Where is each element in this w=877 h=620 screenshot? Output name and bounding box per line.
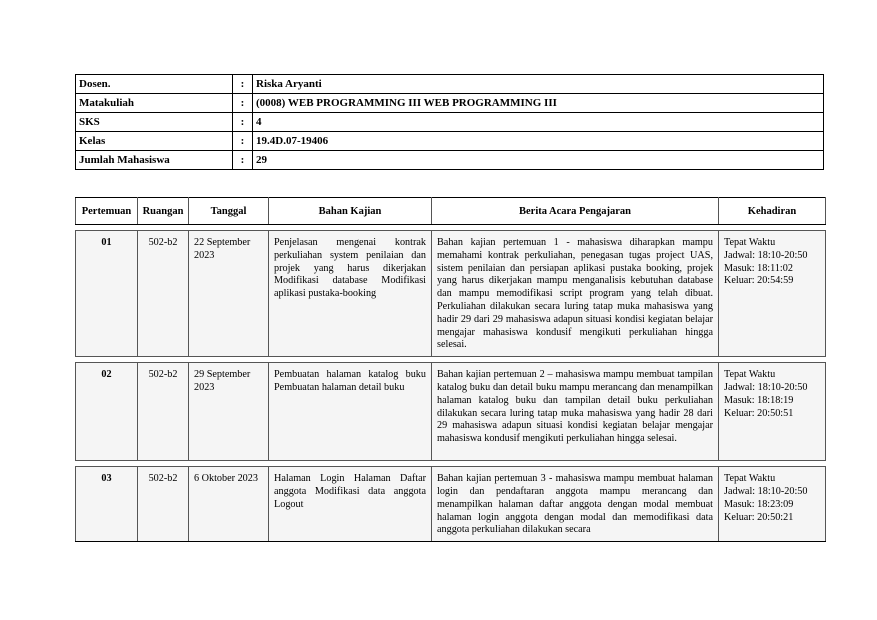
cell-pertemuan: 03 [76,467,138,542]
info-value: Riska Aryanti [253,75,824,94]
cell-tanggal: 29 September 2023 [189,363,269,461]
info-colon: : [233,132,253,151]
info-value: 4 [253,113,824,132]
header-bahan-kajian: Bahan Kajian [269,198,432,225]
course-info-table [75,74,824,170]
header-pertemuan: Pertemuan [76,198,138,225]
cell-tanggal: 22 September 2023 [189,231,269,357]
berita-acara-text: Bahan kajian pertemuan 3 - mahasiswa mampu membuat halaman login dan pendaftaran anggota mampu merancang dan menampilkan halaman daftar anggota dengan modal membuat halaman login anggota dengan modal dan memodifikasi data anggota perkuliahan dilakukan secara [437,473,713,536]
info-row-kelas [76,132,824,151]
kehadiran-keluar: Keluar: 20:50:51 [724,407,794,419]
cell-ruangan: 502-b2 [138,363,189,461]
kehadiran-jadwal: Jadwal: 18:10-20:50 [724,249,808,261]
info-value: 19.4D.07-19406 [253,132,824,151]
cell-pertemuan: 02 [76,363,138,461]
kehadiran-keluar: Keluar: 20:54:59 [724,275,794,287]
cell-kehadiran [719,231,826,357]
cell-ruangan: 502-b2 [138,467,189,542]
kehadiran-status: Tepat Waktu [724,369,776,381]
info-label: Matakuliah [76,94,233,113]
header-ruangan: Ruangan [138,198,189,225]
table-row [76,363,826,461]
kehadiran-masuk: Masuk: 18:18:19 [724,394,794,406]
header-tanggal: Tanggal [189,198,269,225]
info-colon: : [233,75,253,94]
cell-berita-acara: Bahan kajian pertemuan 1 - mahasiswa diharapkan mampu memahami kontrak perkuliahan, penegasan tugas project UAS, sistem penilaian dan persiapan aplikasi pustaka booking, projek yang harus dikerjakan mampu menganalisis kebutuhan database dan mampu memodifikasi script program yang telah dibuat. Perkuliahan dilakukan secara luring tatap muka mahasiswa yang hadir 29 dari 29 mahasiswa adapun situasi kondisi kegiatan belajar mengajar mahasiswa kondusif mengikuti perkuliahan hingga selesai. [432,231,719,357]
cell-tanggal: 6 Oktober 2023 [189,467,269,542]
kehadiran-status: Tepat Waktu [724,473,776,485]
info-value: 29 [253,151,824,170]
kehadiran-status: Tepat Waktu [724,237,776,248]
cell-kehadiran [719,363,826,461]
info-row-matakuliah [76,94,824,113]
kehadiran-masuk: Masuk: 18:11:02 [724,262,793,274]
info-value: (0008) WEB PROGRAMMING III WEB PROGRAMMING III [253,94,824,113]
cell-kehadiran [719,467,826,542]
header-kehadiran: Kehadiran [719,198,826,225]
cell-bahan-kajian: Pembuatan halaman katalog buku Pembuatan halaman detail buku [269,363,432,461]
cell-berita-acara: Bahan kajian pertemuan 2 – mahasiswa mampu membuat tampilan katalog buku dan detail buku mampu merancang dan menampilkan halaman katalog buku dan tampilan detail buku perkuliahan dilakukan secara luring tatap muka mahasiswa yang hadir 28 dari 29 mahasiswa adapun situasi kondisi kegiatan belajar mengajar mahasiswa kondusif mengikuti perkuliahan hingga selesai. [432,363,719,461]
kehadiran-keluar: Keluar: 20:50:21 [724,511,794,523]
table-row [76,467,826,542]
info-colon: : [233,113,253,132]
cell-pertemuan: 01 [76,231,138,357]
cell-bahan-kajian: Halaman Login Halaman Daftar anggota Modifikasi data anggota Logout [269,467,432,542]
table-row [76,231,826,357]
kehadiran-jadwal: Jadwal: 18:10-20:50 [724,485,808,497]
info-label: Dosen. [76,75,233,94]
info-colon: : [233,151,253,170]
info-colon: : [233,94,253,113]
info-row-dosen [76,75,824,94]
info-label: Kelas [76,132,233,151]
info-label: SKS [76,113,233,132]
kehadiran-jadwal: Jadwal: 18:10-20:50 [724,381,808,393]
cell-ruangan: 502-b2 [138,231,189,357]
teaching-log-table [75,197,826,542]
table-header-row [76,198,826,225]
info-label: Jumlah Mahasiswa [76,151,233,170]
info-row-jumlah-mahasiswa [76,151,824,170]
header-berita-acara: Berita Acara Pengajaran [432,198,719,225]
cell-bahan-kajian: Penjelasan mengenai kontrak perkuliahan system penilaian dan projek yang harus dikerjakan Modifikasi database Modifikasi aplikasi pustaka-booking [269,231,432,357]
cell-berita-acara [432,467,719,542]
kehadiran-masuk: Masuk: 18:23:09 [724,498,794,510]
info-row-sks [76,113,824,132]
